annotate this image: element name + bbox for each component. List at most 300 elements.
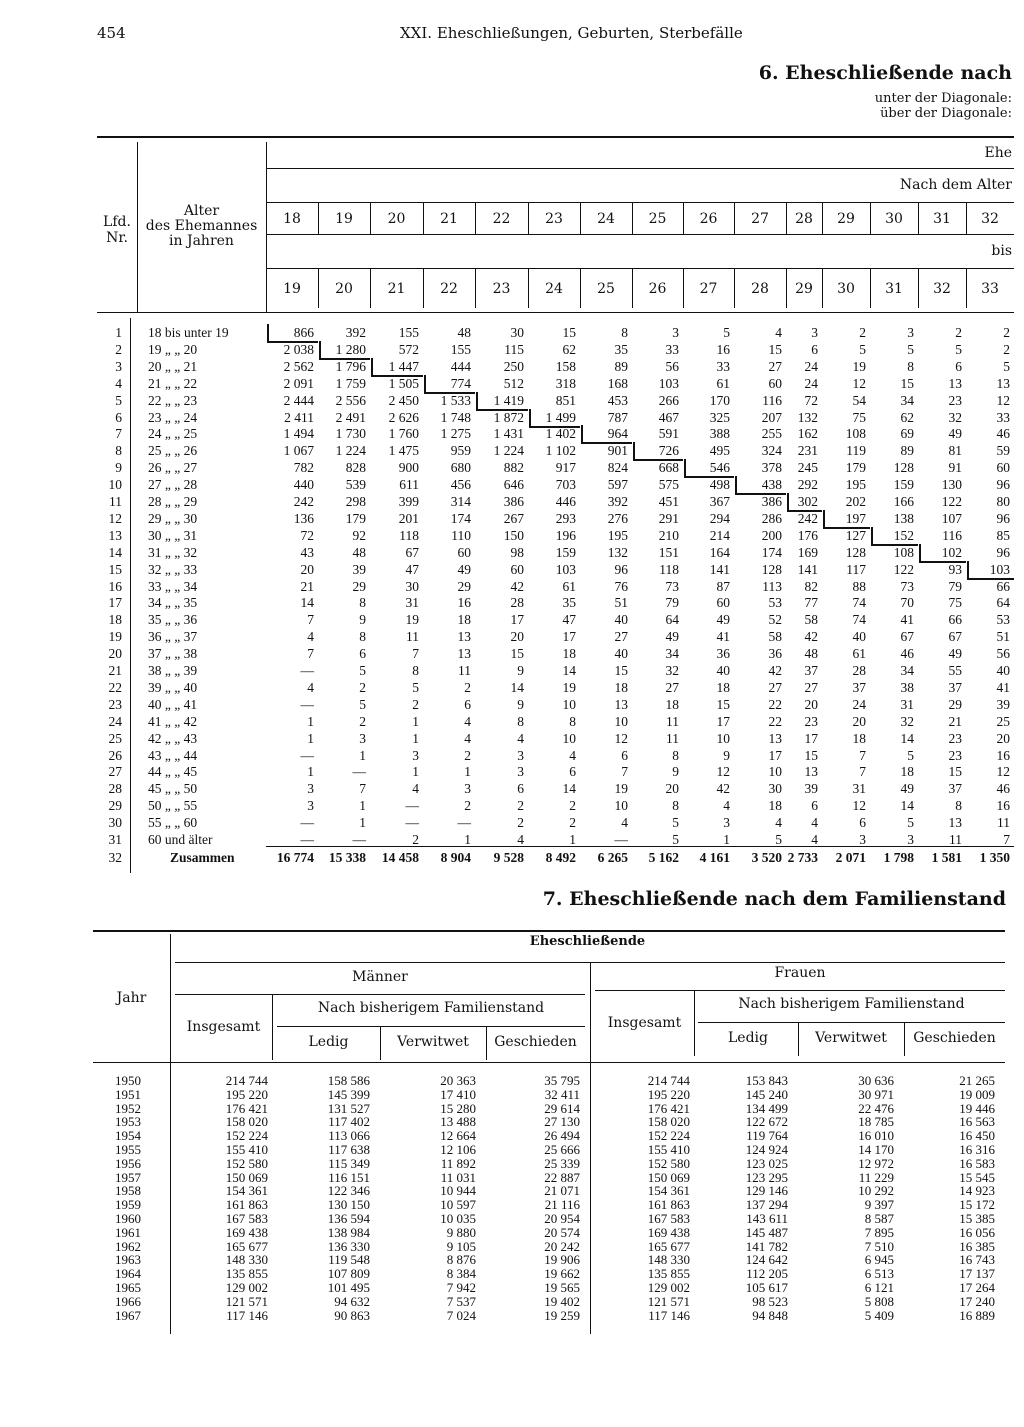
table-cell: 42 [716, 781, 730, 797]
table-cell: 318 [555, 375, 576, 391]
table-cell: 19 906 [544, 1252, 580, 1268]
age-from-header: 28 [795, 211, 813, 227]
table-cell: 66 [948, 612, 962, 628]
table-cell: 1 224 [335, 443, 366, 459]
table-cell: 4 [412, 781, 419, 797]
row-age-label: 45 „ „ 50 [148, 781, 198, 797]
table-cell: 1 748 [440, 409, 471, 425]
table-cell: 72 [804, 392, 818, 408]
table-cell: 35 795 [544, 1073, 580, 1088]
table-cell: 132 [797, 409, 818, 425]
col-alter: des Ehemannes [145, 218, 258, 234]
table-cell: 6 [569, 764, 576, 780]
col-alter: Alter [183, 203, 220, 219]
table7-band-rule [175, 994, 585, 995]
table-cell: 152 224 [225, 1128, 268, 1144]
table-cell: 16 [996, 798, 1010, 814]
table-cell: 40 [614, 646, 628, 662]
table7-divider [272, 994, 273, 1060]
table-cell: 8 587 [864, 1211, 894, 1226]
table-cell: 150 069 [647, 1169, 690, 1185]
table-cell: 29 [948, 696, 962, 712]
table-cell: 7 [1003, 832, 1010, 847]
table-cell: 56 [996, 646, 1010, 662]
table-cell: 138 984 [327, 1224, 370, 1240]
table-cell: 3 [464, 781, 471, 797]
band-maenner: Männer [352, 969, 408, 985]
table-cell: 20 954 [544, 1211, 580, 1226]
table-cell: 7 024 [446, 1307, 476, 1323]
table-cell: 9 [359, 612, 366, 628]
table-cell: 152 [893, 527, 914, 543]
table-cell: 154 361 [225, 1183, 268, 1199]
row-number: 9 [115, 460, 122, 476]
table7-divider [694, 990, 695, 1056]
table-cell: 250 [503, 358, 524, 374]
table-cell: 16 743 [959, 1252, 995, 1268]
table-cell: 117 146 [648, 1307, 690, 1323]
table-cell: 31 [852, 781, 866, 797]
page-number: 454 [97, 24, 126, 42]
table-cell: 49 [665, 629, 679, 645]
table-cell: 15 172 [959, 1197, 995, 1213]
col-lfd: Lfd. [103, 214, 131, 230]
table-cell: 42 [768, 663, 782, 678]
table-cell: 17 [562, 629, 576, 645]
table-cell: 9 [723, 747, 730, 763]
table-cell: 96 [996, 477, 1010, 493]
table-cell: 2 [1003, 341, 1010, 357]
table-cell: 14 458 [381, 850, 419, 865]
table-cell: 2 450 [388, 392, 419, 408]
table-cell: 73 [900, 578, 914, 594]
table-cell: 195 [845, 477, 866, 493]
table-cell: 18 [900, 764, 914, 780]
table-cell: 87 [716, 578, 730, 594]
table6-sum-rule [266, 846, 1014, 847]
table-cell: 129 146 [745, 1183, 788, 1199]
table-cell: 33 [665, 341, 679, 357]
table-cell: 597 [607, 477, 628, 493]
table-cell: 42 [510, 578, 524, 594]
table-cell: 828 [345, 460, 366, 476]
band-frauen: Frauen [774, 965, 826, 981]
table-cell: 30 [768, 781, 782, 797]
table-cell: — [300, 663, 314, 678]
table-cell: 92 [352, 527, 366, 543]
table-cell: 60 [510, 561, 524, 577]
table-cell: 145 487 [745, 1224, 788, 1240]
table-cell: 6 [464, 696, 471, 712]
table-cell: 10 [562, 696, 576, 712]
table-cell: 15 385 [959, 1211, 995, 1226]
table-cell: 16 450 [959, 1128, 995, 1144]
table-cell: 446 [555, 494, 576, 509]
table-cell: 25 339 [544, 1155, 580, 1171]
table-cell: 91 [948, 460, 962, 476]
table-cell: 5 [907, 341, 914, 357]
row-age-label: 40 „ „ 41 [148, 696, 198, 712]
table-cell: 49 [716, 612, 730, 628]
table-cell: 3 [672, 325, 679, 340]
table-cell: 6 945 [864, 1252, 894, 1268]
table-cell: 129 002 [225, 1280, 268, 1295]
row-number: 4 [115, 375, 122, 391]
table-cell: 787 [607, 409, 628, 425]
table-cell: 135 855 [225, 1266, 268, 1282]
table-cell: 3 [907, 325, 914, 340]
table-cell: 145 240 [745, 1086, 788, 1102]
table-cell: 20 [996, 730, 1010, 746]
table-cell: 7 [859, 747, 866, 763]
table-cell: 159 [555, 544, 576, 560]
table-cell: 122 [941, 494, 962, 509]
table-cell: 2 038 [283, 341, 314, 357]
row-number: 14 [108, 544, 122, 560]
age-from-header: 31 [933, 211, 951, 227]
year: 1967 [115, 1307, 141, 1323]
row-number: 32 [108, 850, 122, 865]
row-number: 22 [108, 679, 122, 695]
col-ledig-m: Ledig [308, 1034, 349, 1050]
row-age-label: 28 „ „ 29 [148, 494, 198, 509]
table-cell: 89 [900, 443, 914, 459]
table-cell: 134 499 [745, 1100, 788, 1116]
col-jahr: Jahr [116, 990, 147, 1006]
table-cell: 15 [562, 325, 576, 340]
year: 1966 [115, 1293, 141, 1309]
row-number: 17 [108, 595, 122, 611]
table-cell: 54 [852, 392, 866, 408]
year: 1963 [115, 1252, 141, 1268]
table-cell: 108 [845, 426, 866, 442]
table-cell: 10 [562, 730, 576, 746]
table-cell: — [352, 832, 366, 847]
row-number: 7 [115, 426, 122, 442]
table-cell: 34 [900, 392, 914, 408]
row-number: 16 [108, 578, 122, 594]
col-ledig-f: Ledig [728, 1030, 768, 1046]
table-cell: 75 [852, 409, 866, 425]
table-cell: 15 [614, 663, 628, 678]
row-number: 30 [108, 815, 122, 831]
table-cell: 10 597 [440, 1197, 476, 1213]
table-cell: 28 [852, 663, 866, 678]
table-cell: 94 632 [334, 1293, 370, 1309]
table-cell: 9 105 [446, 1238, 476, 1254]
table-cell: 130 [941, 477, 962, 493]
table-cell: 5 162 [648, 850, 679, 865]
table-cell: 19 565 [544, 1280, 580, 1295]
year: 1955 [115, 1142, 141, 1157]
row-number: 31 [108, 832, 122, 847]
age-from-header: 24 [597, 211, 615, 227]
table-cell: 1 402 [545, 426, 576, 442]
table-cell: 11 [949, 832, 962, 847]
col-geschieden-m: Geschieden [494, 1034, 577, 1050]
table-cell: 46 [996, 781, 1010, 797]
table-cell: 231 [797, 443, 818, 459]
table-cell: 210 [658, 527, 679, 543]
table-cell: 13 [948, 375, 962, 391]
row-number: 24 [108, 713, 122, 729]
table-cell: 286 [761, 510, 782, 526]
table-cell: 267 [503, 510, 524, 526]
table-cell: 116 [762, 392, 782, 408]
table-cell: 14 170 [858, 1142, 894, 1157]
table-cell: 438 [761, 477, 782, 493]
table-cell: 16 316 [959, 1142, 995, 1157]
table-cell: 1 [307, 764, 314, 780]
row-number: 2 [115, 341, 122, 357]
table-cell: 959 [450, 443, 471, 459]
table-cell: 103 [658, 375, 679, 391]
table-cell: 158 020 [647, 1114, 690, 1130]
row-age-label: 42 „ „ 43 [148, 730, 198, 746]
table6-band-rule [266, 168, 1014, 169]
table-cell: 15 545 [959, 1169, 995, 1185]
table-cell: 575 [658, 477, 679, 493]
table-cell: 4 [775, 325, 782, 340]
table-cell: 388 [709, 426, 730, 442]
table-cell: 8 [907, 358, 914, 374]
table-cell: 166 [893, 494, 914, 509]
table-cell: 4 161 [699, 850, 730, 865]
table-cell: 8 [517, 713, 524, 729]
table-cell: 16 [457, 595, 471, 611]
col-alter: in Jahren [169, 233, 234, 249]
table-cell: 2 [517, 815, 524, 831]
table-cell: 367 [709, 494, 730, 509]
row-age-label: 24 „ „ 25 [148, 426, 198, 442]
row-number: 18 [108, 612, 122, 628]
table-cell: 1 475 [388, 443, 419, 459]
table-cell: 19 662 [544, 1266, 580, 1282]
table-cell: 3 [907, 832, 914, 847]
table-cell: 1 499 [545, 409, 576, 425]
table-cell: 96 [614, 561, 628, 577]
table-cell: 64 [665, 612, 679, 628]
table-cell: 47 [562, 612, 576, 628]
table-cell: 48 [804, 646, 818, 662]
table-cell: 168 [607, 375, 628, 391]
table6-band-rule [266, 234, 1014, 235]
table-cell: 117 [846, 561, 866, 577]
row-age-label: 23 „ „ 24 [148, 409, 198, 425]
table-cell: 7 942 [446, 1280, 476, 1295]
table-cell: 4 [517, 832, 524, 847]
table-cell: 89 [614, 358, 628, 374]
table-cell: 11 031 [440, 1169, 476, 1185]
table-cell: 176 [797, 527, 818, 543]
table-cell: 2 411 [284, 409, 314, 425]
table-cell: 1 872 [493, 409, 524, 425]
row-number: 29 [108, 798, 122, 814]
table-cell: 131 527 [327, 1100, 370, 1116]
table-cell: 16 010 [858, 1128, 894, 1144]
table-cell: 158 586 [327, 1073, 370, 1088]
age-from-header: 23 [545, 211, 563, 227]
table-cell: 266 [658, 392, 679, 408]
table-cell: 60 [996, 460, 1010, 476]
table-cell: 55 [948, 663, 962, 678]
table-cell: 81 [948, 443, 962, 459]
band-nach-dem-alter: Nach dem Alter [899, 177, 1012, 193]
table-cell: 19 402 [544, 1293, 580, 1309]
table-cell: 917 [555, 460, 576, 476]
table-cell: 60 [768, 375, 782, 391]
table-cell: 23 [948, 730, 962, 746]
table-cell: 23 [948, 392, 962, 408]
table-cell: 43 [300, 544, 314, 560]
table-cell: 152 580 [647, 1155, 690, 1171]
table-cell: 152 224 [647, 1128, 690, 1144]
table-cell: 5 [859, 341, 866, 357]
table-cell: 22 [768, 696, 782, 712]
table-cell: 2 [412, 696, 419, 712]
table-cell: 27 [804, 679, 818, 695]
table-cell: 167 583 [225, 1211, 268, 1226]
table-cell: 29 614 [544, 1100, 580, 1116]
table-cell: 153 843 [745, 1073, 788, 1088]
table-cell: 11 [997, 815, 1010, 831]
table-cell: 498 [709, 477, 730, 493]
col-insgesamt-f: Insgesamt [607, 1015, 682, 1031]
row-age-label: 43 „ „ 44 [148, 747, 198, 763]
table-cell: 159 [893, 477, 914, 493]
table-cell: 314 [450, 494, 471, 509]
table-cell: 901 [607, 443, 628, 459]
table-cell: 155 [450, 341, 471, 357]
table-cell: 2 [859, 325, 866, 340]
year: 1954 [115, 1128, 141, 1144]
table-cell: 37 [948, 679, 962, 695]
table-cell: 17 240 [959, 1293, 995, 1309]
table-cell: 85 [996, 527, 1010, 543]
table-cell: 392 [345, 325, 366, 340]
age-from-header: 21 [440, 211, 458, 227]
row-number: 19 [108, 629, 122, 645]
table-cell: 40 [614, 612, 628, 628]
table-cell: 27 [665, 679, 679, 695]
year: 1965 [115, 1280, 141, 1295]
table-cell: 148 330 [225, 1252, 268, 1268]
table-cell: 137 294 [745, 1197, 788, 1213]
table-cell: 155 410 [225, 1142, 268, 1157]
table-cell: 866 [293, 325, 314, 340]
row-age-label: 21 „ „ 22 [148, 375, 198, 391]
table-cell: 1 447 [388, 358, 419, 374]
table-cell: 703 [555, 477, 576, 493]
table-cell: 116 [942, 527, 962, 543]
table-cell: 130 150 [327, 1197, 370, 1213]
table-cell: 15 [768, 341, 782, 357]
table-cell: 170 [709, 392, 730, 408]
table-cell: 27 [768, 679, 782, 695]
table-cell: 19 446 [959, 1100, 995, 1116]
table-cell: 17 264 [959, 1280, 995, 1295]
table-cell: 129 002 [647, 1280, 690, 1295]
table-cell: 18 [457, 612, 471, 628]
table-cell: 49 [900, 781, 914, 797]
table-cell: 9 [672, 764, 679, 780]
row-age-label: 33 „ „ 34 [148, 578, 198, 594]
table-cell: 141 782 [745, 1238, 788, 1254]
table-cell: 782 [293, 460, 314, 476]
table-cell: 8 904 [440, 850, 471, 865]
table-cell: 8 [359, 629, 366, 645]
table-cell: 291 [658, 510, 679, 526]
table-cell: 53 [996, 612, 1010, 628]
row-age-label: 22 „ „ 23 [148, 392, 198, 408]
age-from-header: 32 [981, 211, 999, 227]
table-cell: 5 [907, 815, 914, 831]
table-cell: 1 280 [335, 341, 366, 357]
age-to-header: 22 [440, 281, 458, 297]
table-cell: 7 [307, 646, 314, 662]
table-cell: 16 [716, 341, 730, 357]
table-cell: 179 [345, 510, 366, 526]
table-cell: 90 863 [334, 1307, 370, 1323]
table-cell: 18 [716, 679, 730, 695]
table-cell: 19 [405, 612, 419, 628]
table-cell: 127 [845, 527, 866, 543]
table-cell: 13 [768, 730, 782, 746]
table-cell: — [457, 815, 471, 831]
table-cell: 108 [893, 544, 914, 560]
table-cell: 900 [398, 460, 419, 476]
table-cell: 964 [607, 426, 628, 442]
table-cell: 7 [412, 646, 419, 662]
table6-head-rule [97, 312, 1014, 313]
col-nr: Nr. [106, 230, 128, 246]
year: 1962 [115, 1238, 141, 1254]
table6-band-rule [266, 202, 1014, 203]
table-cell: 103 [989, 561, 1010, 577]
table-cell: 10 944 [440, 1183, 476, 1199]
table-cell: 255 [761, 426, 782, 442]
table-cell: 13 [948, 815, 962, 831]
table-cell: 21 [948, 713, 962, 729]
table-cell: 32 [948, 409, 962, 425]
table-cell: 135 855 [647, 1266, 690, 1282]
table-cell: 2 [464, 679, 471, 695]
table-cell: 176 421 [225, 1100, 268, 1116]
table-cell: 143 611 [746, 1211, 788, 1226]
table-cell: 7 [859, 764, 866, 780]
table-cell: 61 [716, 375, 730, 391]
age-to-header: 31 [885, 281, 903, 297]
table-cell: 1 [412, 730, 419, 746]
row-age-label: 36 „ „ 37 [148, 629, 198, 645]
table-cell: 7 [307, 612, 314, 628]
table-cell: 325 [709, 409, 730, 425]
table-cell: 16 889 [959, 1307, 995, 1323]
age-to-header: 19 [283, 281, 301, 297]
age-to-header: 33 [981, 281, 999, 297]
table6-divider [130, 318, 131, 873]
table-cell: 40 [716, 663, 730, 678]
table-cell: 32 [900, 713, 914, 729]
table-cell: 88 [852, 578, 866, 594]
table-cell: 31 [405, 595, 419, 611]
table-cell: 26 494 [544, 1128, 580, 1144]
table-cell: 5 [907, 747, 914, 763]
table-cell: 37 [852, 679, 866, 695]
year: 1960 [115, 1211, 141, 1226]
table-cell: 5 [775, 832, 782, 847]
table7-band-rule [698, 1022, 1005, 1023]
